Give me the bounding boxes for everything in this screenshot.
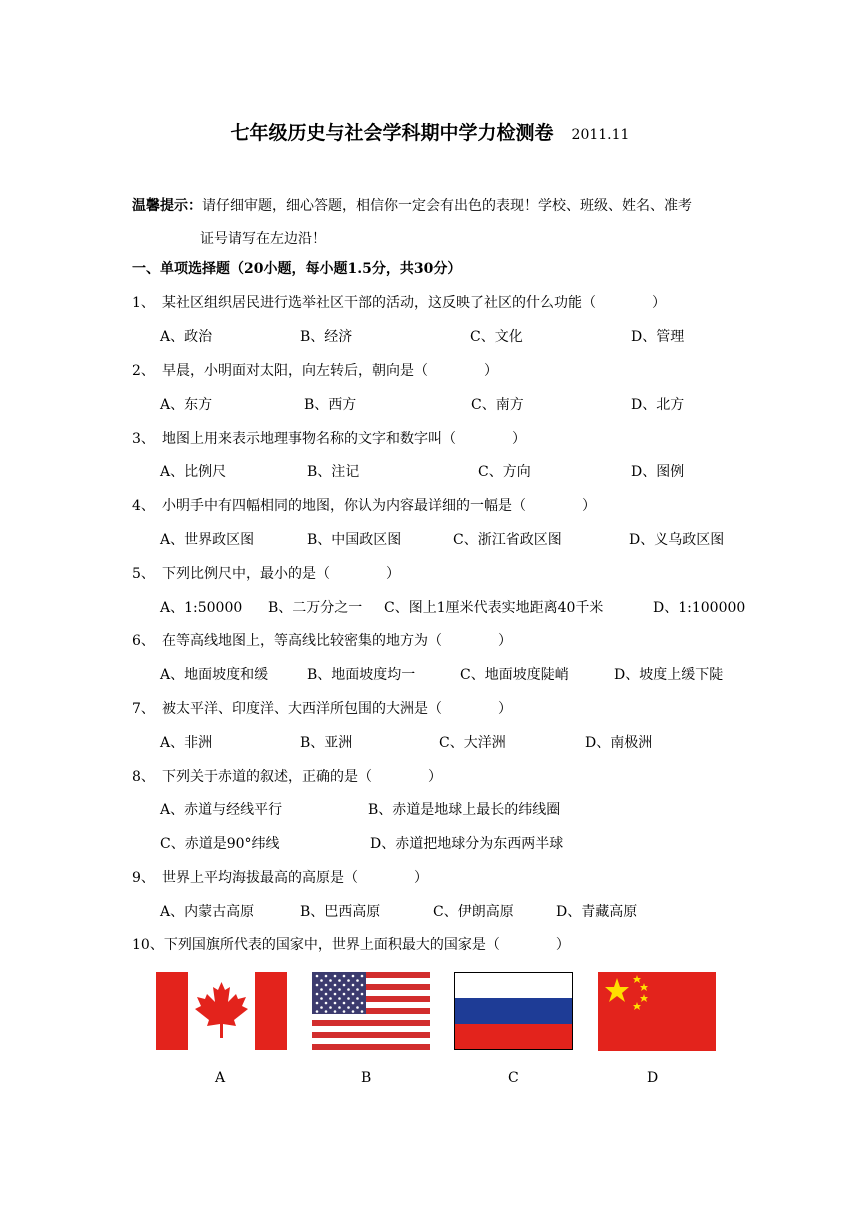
question-number: 2、: [132, 363, 155, 379]
question-number: 5、: [132, 566, 155, 582]
page-title: [0, 118, 860, 145]
option-d: D、赤道把地球分为东西两半球: [370, 836, 564, 852]
option-d: D、南极洲: [585, 735, 653, 751]
question-number: 6、: [132, 633, 155, 649]
option-c: C、图上1厘米代表实地距离40千米: [384, 600, 604, 616]
option-a: A、世界政区图: [160, 532, 255, 548]
question-text: 在等高线地图上，等高线比较密集的地方为（ ）: [162, 633, 512, 649]
option-c: C、伊朗高原: [433, 904, 514, 920]
option-d: D、北方: [631, 397, 685, 413]
options-3: [160, 461, 760, 481]
option-d: D、1:100000: [653, 600, 746, 616]
option-a: A、政治: [160, 329, 213, 345]
question-text: 地图上用来表示地理事物名称的文字和数字叫（ ）: [162, 431, 526, 447]
question-5: [132, 563, 400, 583]
option-c: C、文化: [470, 329, 523, 345]
option-d: D、管理: [631, 329, 685, 345]
option-d: D、坡度上缓下陡: [614, 667, 724, 683]
question-text: 下列关于赤道的叙述，正确的是（ ）: [162, 769, 442, 785]
canada-flag: [156, 972, 287, 1050]
options-4: [160, 529, 760, 549]
tip-label: 温馨提示：: [132, 198, 202, 214]
flag-label-b: B: [361, 1070, 372, 1086]
question-number: 4、: [132, 498, 155, 514]
china-flag: [598, 972, 716, 1051]
flag-label-d: D: [647, 1070, 659, 1086]
question-text: 被太平洋、印度洋、大西洋所包围的大洲是（ ）: [162, 701, 512, 717]
question-text: 早晨，小明面对太阳，向左转后，朝向是（ ）: [162, 363, 498, 379]
question-text: 某社区组织居民进行选举社区干部的活动，这反映了社区的什么功能（ ）: [162, 295, 666, 311]
option-c: C、方向: [478, 464, 531, 480]
option-d: D、义乌政区图: [629, 532, 725, 548]
option-b: B、二万分之一: [268, 600, 363, 616]
russia-flag: [454, 972, 573, 1050]
question-number: 7、: [132, 701, 155, 717]
option-a: A、非洲: [160, 735, 213, 751]
option-d: D、青藏高原: [556, 904, 638, 920]
option-a: A、赤道与经线平行: [160, 802, 283, 818]
question-text: 下列比例尺中，最小的是（ ）: [162, 566, 400, 582]
option-c: C、南方: [471, 397, 524, 413]
question-6: [132, 630, 512, 650]
option-c: C、赤道是90°纬线: [160, 836, 280, 852]
exam-date: 2011.11: [571, 127, 630, 143]
option-a: A、比例尺: [160, 464, 227, 480]
question-number: 1、: [132, 295, 155, 311]
question-9: [132, 867, 428, 887]
option-a: A、1:50000: [160, 600, 243, 616]
option-a: A、地面坡度和缓: [160, 667, 269, 683]
question-4: [132, 495, 596, 515]
question-1: [132, 292, 666, 312]
question-7: [132, 698, 512, 718]
section-heading: 一、单项选择题（20小题，每小题1.5分，共30分）: [132, 261, 462, 277]
question-number: 8、: [132, 769, 155, 785]
option-a: A、内蒙古高原: [160, 904, 255, 920]
options-6: [160, 664, 760, 684]
option-b: B、经济: [300, 329, 353, 345]
options-2: [160, 394, 760, 414]
options-7: [160, 732, 760, 752]
option-a: A、东方: [160, 397, 213, 413]
question-3: [132, 428, 526, 448]
options-5: [160, 597, 760, 617]
option-b: B、地面坡度均一: [307, 667, 416, 683]
question-8: [132, 766, 442, 786]
question-2: [132, 360, 498, 380]
option-c: C、大洋洲: [439, 735, 506, 751]
usa-flag: [312, 972, 430, 1050]
option-b: B、注记: [307, 464, 360, 480]
options-1: [160, 326, 760, 346]
question-number: 9、: [132, 870, 155, 886]
option-b: B、赤道是地球上最长的纬线圈: [368, 802, 561, 818]
options-8-row-2: [160, 833, 760, 853]
tip-line-2: 证号请写在左边沿！: [200, 231, 326, 247]
question-text: 下列国旗所代表的国家中，世界上面积最大的国家是（ ）: [163, 937, 570, 953]
question-10: [132, 934, 570, 954]
warm-tip: [132, 190, 732, 256]
option-c: C、浙江省政区图: [453, 532, 562, 548]
question-text: 小明手中有四幅相同的地图，你认为内容最详细的一幅是（ ）: [162, 498, 596, 514]
question-text: 世界上平均海拔最高的高原是（ ）: [162, 870, 428, 886]
option-d: D、图例: [631, 464, 685, 480]
question-number: 3、: [132, 431, 155, 447]
options-8-row-1: [160, 799, 760, 819]
option-b: B、巴西高原: [300, 904, 381, 920]
option-b: B、中国政区图: [307, 532, 402, 548]
flag-label-a: A: [215, 1070, 226, 1086]
option-b: B、西方: [304, 397, 357, 413]
flag-label-c: C: [508, 1070, 519, 1086]
option-b: B、亚洲: [300, 735, 353, 751]
question-number: 10、: [132, 937, 164, 953]
exam-title: 七年级历史与社会学科期中学力检测卷: [230, 122, 554, 144]
options-9: [160, 901, 760, 921]
tip-line-1: 请仔细审题，细心答题，相信你一定会有出色的表现！学校、班级、姓名、准考: [202, 198, 692, 214]
option-c: C、地面坡度陡峭: [460, 667, 569, 683]
